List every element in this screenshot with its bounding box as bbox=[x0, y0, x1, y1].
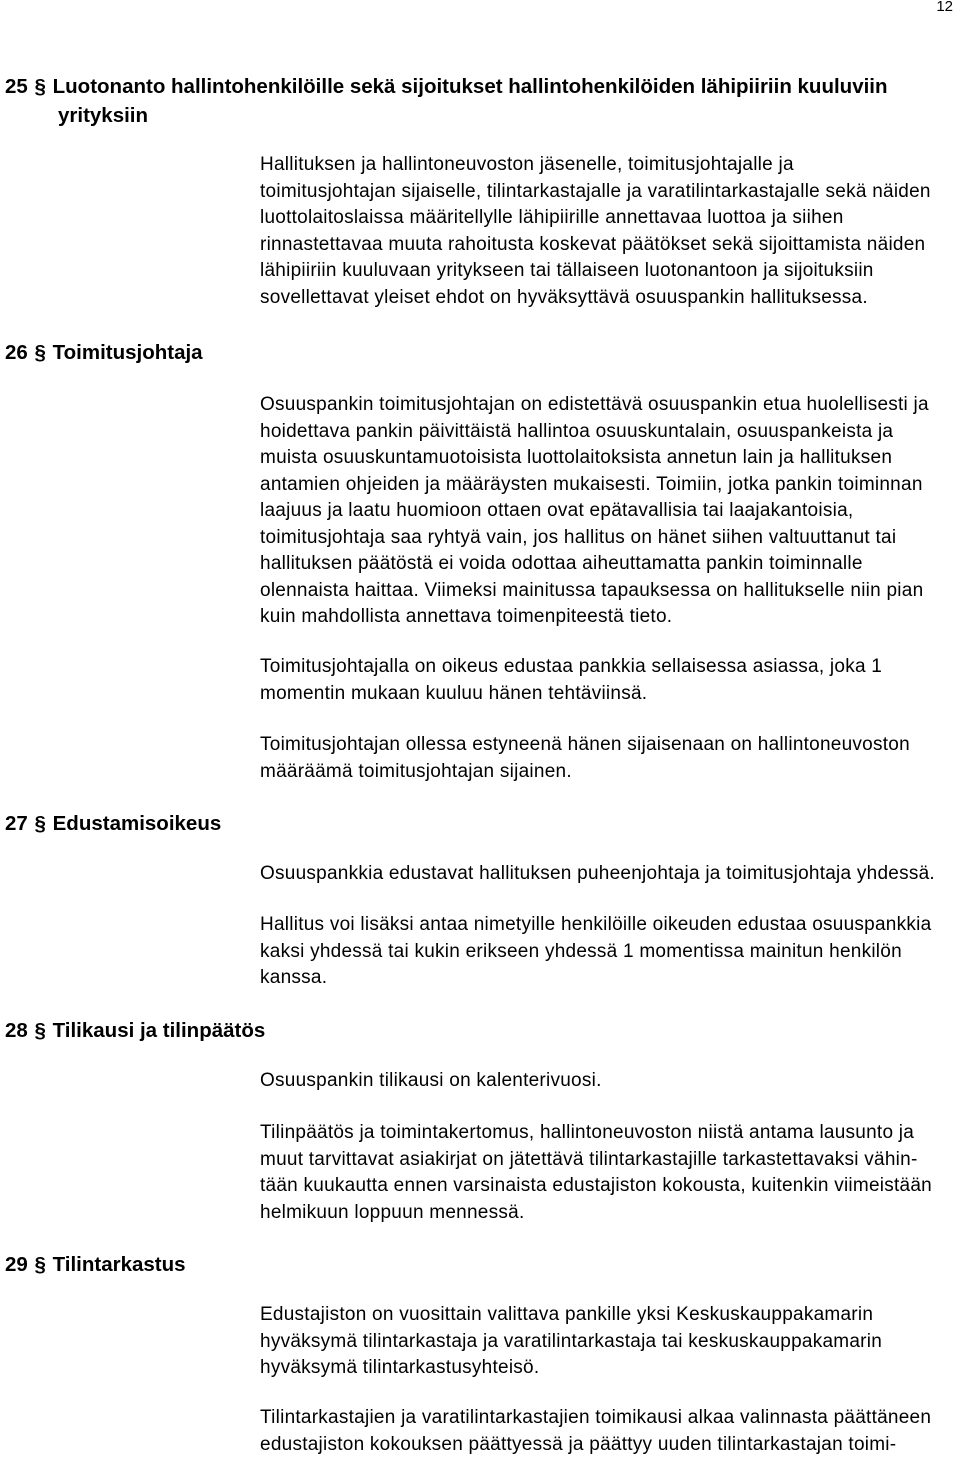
text-line: Tilinpäätös ja toimintakertomus, hallintoneuvoston niistä antama lausunto ja bbox=[260, 1122, 915, 1143]
text-line: Osuuspankin tilikausi on kalenterivuosi. bbox=[260, 1070, 602, 1091]
text-line: Osuuspankkia edustavat hallituksen puheenjohtaja ja toimitusjohtaja yhdessä. bbox=[260, 863, 935, 884]
text-line: momentin mukaan kuuluu hänen tehtäviinsä. bbox=[260, 682, 648, 704]
text-line: hyväksymä tilintarkastaja ja varatilintarkastaja tai keskuskauppakamarin bbox=[260, 1330, 883, 1352]
section-26-paragraph-1 bbox=[260, 392, 929, 631]
text-line: olennaista haittaa. Viimeksi mainitussa tapauksessa on hallitukselle niin pian bbox=[260, 579, 924, 601]
text-line: Tilintarkastajien ja varatilintarkastajien toimikausi alkaa valinnasta päättäneen bbox=[260, 1407, 932, 1428]
text-line: toimitusjohtaja saa ryhtyä vain, jos hallitus on hänet siihen valtuuttanut tai bbox=[260, 526, 897, 548]
section-title: Tilikausi ja tilinpäätös bbox=[52, 1019, 266, 1042]
section-title: Tilintarkastus bbox=[52, 1253, 186, 1276]
text-line: hoidettava pankin päivittäistä hallintoa osuuskuntalain, osuuspankeista ja bbox=[260, 420, 894, 442]
text-line: luottolaitoslaissa määritellylle lähipiirille annettavaa luottoa ja siihen bbox=[260, 207, 844, 228]
text-line: laajuus ja laatu huomioon ottaen ovat epätavallisia tai laajakantoisia, bbox=[260, 500, 854, 521]
text-line: edustajiston kokouksen päättyessä ja päättyy uuden tilintarkastajan toimi- bbox=[260, 1433, 897, 1455]
section-26-heading bbox=[5, 338, 203, 367]
section-symbol: § bbox=[34, 812, 46, 835]
text-line: hallituksen päätöstä ei voida odottaa aiheuttamatta pankin toiminnalle bbox=[260, 553, 863, 574]
text-line: sovellettavat yleiset ehdot on hyväksyttävä osuuspankin hallituksessa. bbox=[260, 286, 868, 308]
text-line: toimitusjohtajan sijaiselle, tilintarkastajalle ja varatilintarkastajalle sekä näiden bbox=[260, 180, 931, 202]
section-26-paragraph-3 bbox=[260, 732, 910, 785]
text-line: rinnastettavaa muuta rahoitusta koskevat päätökset sekä sijoittamista näiden bbox=[260, 233, 926, 255]
text-line: kanssa. bbox=[260, 967, 328, 988]
section-number: 27 bbox=[5, 812, 28, 835]
text-line: antamien ohjeiden ja määräysten mukaisesti. Toimiin, jotka pankin toiminnan bbox=[260, 473, 923, 495]
text-line: hyväksymä tilintarkastusyhteisö. bbox=[260, 1357, 540, 1378]
section-number: 29 bbox=[5, 1253, 28, 1276]
section-symbol: § bbox=[34, 341, 46, 364]
section-29-paragraph-2 bbox=[260, 1405, 931, 1458]
text-line: määräämä toimitusjohtajan sijainen. bbox=[260, 760, 572, 782]
section-number: 25 bbox=[5, 75, 28, 98]
text-line: Edustajiston on vuosittain valittava pankille yksi Keskuskauppakamarin bbox=[260, 1304, 874, 1325]
text-line: muista osuuskuntamuotoisista luottolaitoksista annetun lain ja hallituksen bbox=[260, 447, 893, 468]
section-title: Luotonanto hallintohenkilöille sekä sijoitukset hallintohenkilöiden lähipiiriin kuuluviin bbox=[52, 75, 888, 98]
text-line: lähipiiriin kuuluvaan yritykseen tai tällaiseen luotonantoon ja sijoituksiin bbox=[260, 260, 874, 281]
section-28-paragraph-1 bbox=[260, 1068, 602, 1095]
section-symbol: § bbox=[34, 1253, 46, 1276]
section-29-paragraph-1 bbox=[260, 1302, 882, 1382]
section-symbol: § bbox=[34, 75, 46, 98]
text-line: kaksi yhdessä tai kukin erikseen yhdessä 1 momentissa mainitun henkilön bbox=[260, 940, 902, 962]
section-27-heading bbox=[5, 809, 221, 838]
section-29-heading bbox=[5, 1250, 186, 1279]
text-line: Hallitus voi lisäksi antaa nimetyille henkilöille oikeuden edustaa osuuspankkia bbox=[260, 914, 932, 935]
section-27-paragraph-2 bbox=[260, 912, 931, 992]
section-number: 28 bbox=[5, 1019, 28, 1042]
section-title-continuation: yrityksiin bbox=[58, 104, 149, 127]
text-line: Toimitusjohtajalla on oikeus edustaa pankkia sellaisessa asiassa, joka 1 bbox=[260, 656, 883, 677]
section-symbol: § bbox=[34, 1019, 46, 1042]
section-25-paragraph-1 bbox=[260, 152, 931, 311]
section-26-paragraph-2 bbox=[260, 654, 882, 707]
text-line: helmikuun loppuun mennessä. bbox=[260, 1201, 525, 1223]
section-27-paragraph-1 bbox=[260, 861, 935, 888]
section-title: Toimitusjohtaja bbox=[52, 341, 203, 364]
text-line: Hallituksen ja hallintoneuvoston jäsenelle, toimitusjohtajalle ja bbox=[260, 154, 794, 175]
text-line: muut tarvittavat asiakirjat on jätettävä tilintarkastajille tarkastettavaksi vähin- bbox=[260, 1148, 918, 1170]
text-line: Osuuspankin toimitusjohtajan on edistettävä osuuspankin etua huolellisesti ja bbox=[260, 394, 929, 415]
page-number: 12 bbox=[936, 0, 953, 15]
text-line: Toimitusjohtajan ollessa estyneenä hänen sijaisenaan on hallintoneuvoston bbox=[260, 734, 910, 755]
section-28-heading bbox=[5, 1016, 265, 1045]
section-25-heading bbox=[5, 72, 888, 130]
section-28-paragraph-2 bbox=[260, 1120, 932, 1226]
text-line: tään kuukautta ennen varsinaista edustajiston kokousta, kuitenkin viimeistään bbox=[260, 1175, 932, 1196]
section-number: 26 bbox=[5, 341, 28, 364]
text-line: kuin mahdollista annettava toimenpiteestä tieto. bbox=[260, 606, 673, 627]
section-title: Edustamisoikeus bbox=[52, 812, 222, 835]
